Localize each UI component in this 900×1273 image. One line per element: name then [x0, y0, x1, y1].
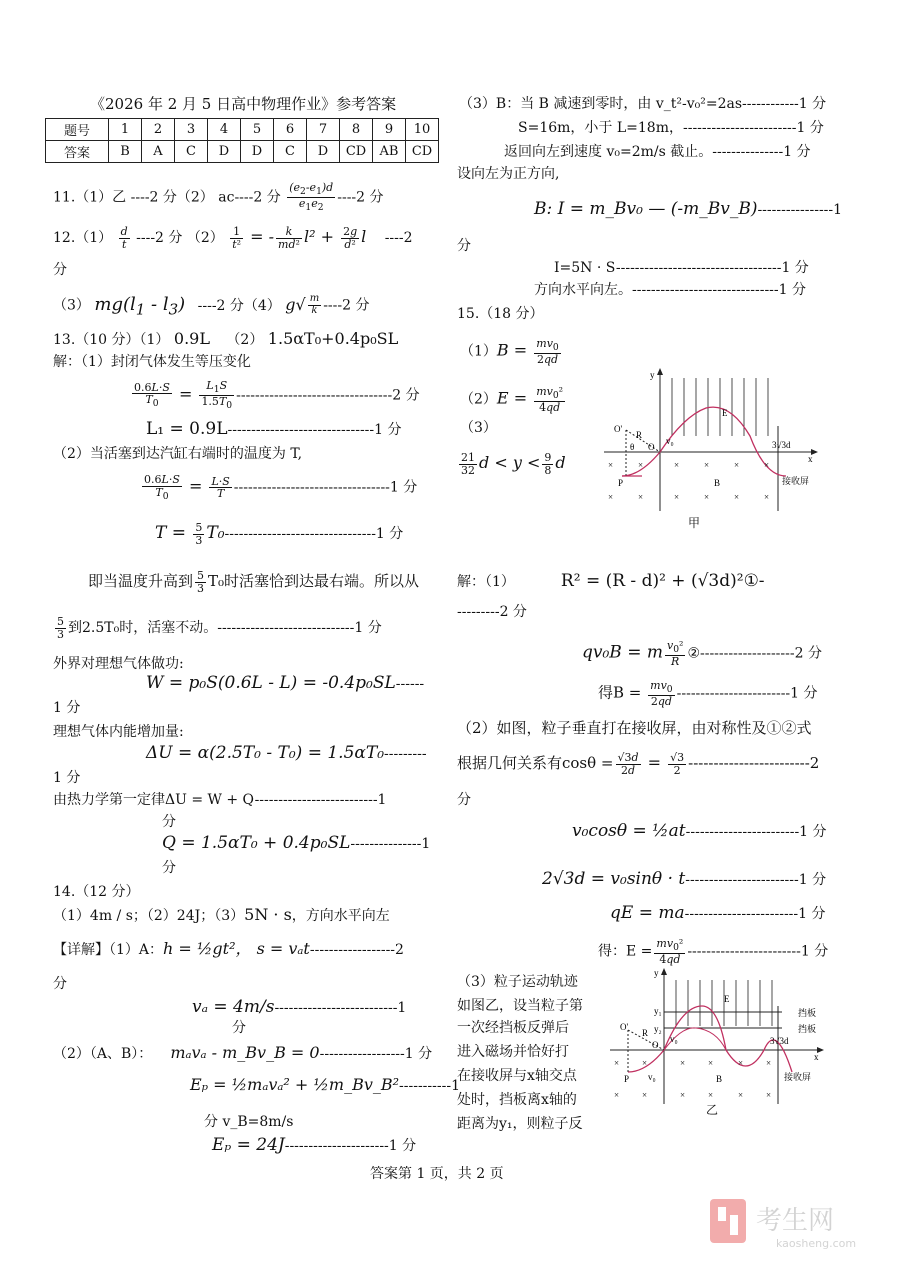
q15-a2: （2）E = $\frac{mv_0^2}{4qd}$	[460, 385, 564, 414]
q13-p4-a: 到2.5T₀时，活塞不动。-----------------------------1 分	[68, 620, 382, 637]
q15-a2-label: （2）	[460, 391, 497, 408]
svg-text:挡板: 挡板	[798, 1024, 817, 1034]
q14-d1-score: ------------------2	[309, 942, 404, 958]
svg-text:×: ×	[704, 492, 710, 502]
svg-text:×: ×	[638, 492, 644, 502]
q11-line	[53, 182, 384, 213]
svg-text:×: ×	[638, 460, 644, 470]
svg-text:×: ×	[642, 1090, 648, 1100]
q13-eq6-unit: 1 分	[53, 770, 81, 786]
q13-eq7-formula: Q = 1.5αT₀ + 0.4p₀SL	[162, 833, 351, 853]
q13-eq4-lhs: T =	[155, 523, 192, 544]
table-cell: A	[142, 141, 175, 163]
q14-d3-label: （2）（A、B）：	[53, 1046, 153, 1062]
q15-s7	[542, 870, 826, 890]
q13-header	[53, 330, 398, 348]
q12-part2: ----2 分 （2）	[136, 230, 224, 247]
label-p: P	[618, 478, 624, 488]
label-o: O	[648, 442, 655, 452]
q15-a3-label: （3）	[460, 420, 497, 436]
label-o1: O'	[614, 424, 623, 434]
label-3r3d: 3√3d	[772, 440, 791, 450]
figure-yi	[606, 966, 830, 1108]
q12-part3: （3）	[53, 297, 90, 314]
svg-text:E: E	[724, 994, 730, 1004]
svg-text:×: ×	[674, 492, 680, 502]
q13-eq5-formula: W = p₀S(0.6L - L) = -0.4p₀SL	[146, 673, 396, 693]
q11-text: 11.（1）乙 ----2 分（2） ac----2 分	[53, 189, 281, 206]
table-cell: 3	[175, 119, 208, 141]
q13-p4: $\frac{5}{3}$ 到2.5T₀时，活塞不动。-----------------------------1 分	[57, 615, 382, 641]
q15-s5-text: 根据几何关系有cosθ =	[457, 754, 614, 773]
table-cell: C	[274, 141, 307, 163]
q14-d5-score: ----------------------1 分	[284, 1138, 417, 1154]
table-cell: 1	[109, 119, 142, 141]
q12-part4: ----2 分（4）	[197, 297, 281, 314]
q14-d1-formula: h = ½gt²， s = vₐt	[163, 939, 310, 958]
q14-d2-unit: 分	[232, 1020, 246, 1036]
q15-s4: （2）如图，粒子垂直打在接收屏，由对称性及①②式	[457, 719, 812, 737]
q13-eq5	[146, 674, 424, 694]
q13-eq4: T = $\frac{5}{3}$ T₀--------------------------------1 分	[155, 521, 404, 547]
q14-d3	[53, 1044, 432, 1062]
q12-fraction-2g: $\frac{2g}{\text{d²}}$	[343, 225, 358, 251]
svg-text:O: O	[652, 1040, 659, 1050]
q12-label: 12.（1）	[53, 230, 113, 247]
q12-line: 12.（1） $\frac{d}{t}$ ----2 分 （2） $\frac{1}{\text{t²}}$ = - $\frac{k}{\text{md²}}$ l² + $\frac{2g}{\text{d²}}$ l ----2	[53, 225, 413, 251]
q15-s3: 得B = $\frac{mv_0}{2qd}$ ------------------------1 分	[598, 679, 818, 708]
label-e: E	[722, 408, 728, 418]
q15-a3: $\frac{21}{32}$ d < y < $\frac{9}{8}$ d	[461, 451, 566, 477]
table-cell: C	[175, 141, 208, 163]
q14-d3-score: ------------------1 分	[319, 1046, 433, 1062]
svg-text:×: ×	[708, 1090, 714, 1100]
table-cell: D	[241, 141, 274, 163]
q11-fraction: $\frac{(e_2-e_1)d}{e_1e_2}$	[289, 181, 334, 213]
svg-text:×: ×	[608, 460, 614, 470]
q13-answer2: 1.5αT₀+0.4p₀SL	[267, 329, 399, 348]
answer-table	[45, 118, 439, 163]
page-footer: 答案第 1 页，共 2 页	[370, 1166, 504, 1182]
q14-d1-label: 【详解】（1）A：	[53, 942, 164, 958]
table-cell: 10	[406, 119, 439, 141]
q15-s9-score: ------------------------1 分	[687, 943, 829, 960]
svg-text:×: ×	[764, 460, 770, 470]
svg-text:×: ×	[734, 492, 740, 502]
table-cell: 5	[241, 119, 274, 141]
q15-s1-score: ---------2 分	[457, 604, 527, 620]
q15-s2-score: ②--------------------2 分	[687, 645, 822, 662]
table-cell: 2	[142, 119, 175, 141]
q13-eq3: $\frac{0.6L\cdot S}{T_0}$ = $\frac{L\cdot S}{T}$ ---------------------------------1 分	[144, 473, 418, 502]
q14-r1: （3）B：当 B 减速到零时，由 v_t²-v₀²=2as------------1 分	[459, 96, 827, 112]
svg-text:×: ×	[764, 492, 770, 502]
q15-s7-score: ------------------------1 分	[685, 872, 827, 888]
table-cell: CD	[340, 141, 373, 163]
table-cell: 7	[307, 119, 340, 141]
table-cell: D	[208, 141, 241, 163]
svg-text:×: ×	[614, 1058, 620, 1068]
svg-text:×: ×	[614, 1090, 620, 1100]
q14-r4: 设向左为正方向,	[457, 166, 560, 182]
q14-r5-formula: B: I = m_Bv₀ — (-m_Bv_B)	[534, 199, 758, 219]
q14-d2-score: --------------------------1	[274, 1000, 407, 1016]
svg-text:×: ×	[680, 1058, 686, 1068]
q15-s7-formula: 2√3d = v₀sinθ · t	[542, 869, 686, 889]
q13-eq6	[146, 744, 427, 764]
q15-s6	[572, 822, 827, 842]
svg-text:×: ×	[674, 460, 680, 470]
q13-eq6-score: ---------	[384, 746, 427, 762]
label-b: B	[714, 478, 721, 488]
svg-text:3√3d: 3√3d	[770, 1036, 789, 1046]
q13-eq5-score: ------	[395, 676, 425, 692]
q15-s1-label: 解：（1）	[457, 574, 515, 590]
label-x: x	[808, 454, 813, 464]
svg-text:y: y	[654, 968, 659, 978]
q15-a1-formula: B =	[496, 340, 533, 360]
q15-s1	[457, 572, 765, 592]
q14-answers	[53, 906, 390, 924]
q15-s5-unit: 分	[457, 792, 471, 808]
watermark-logo	[708, 1193, 878, 1253]
q14-d4	[190, 1076, 460, 1094]
svg-text:B: B	[716, 1074, 723, 1084]
watermark-en: kaosheng.com	[776, 1237, 857, 1250]
q15-t1: （3）粒子运动轨迹	[457, 974, 578, 990]
svg-text:×: ×	[766, 1058, 772, 1068]
svg-text:×: ×	[766, 1090, 772, 1100]
q12-score-unit: 分	[53, 262, 67, 278]
q13-p3-b: T₀时活塞恰到达最右端。所以从	[208, 572, 420, 591]
svg-text:×: ×	[738, 1058, 744, 1068]
svg-text:v₀: v₀	[670, 1034, 678, 1044]
q12-score: ----2	[384, 230, 413, 247]
q13-p7	[53, 792, 386, 808]
q15-s1-formula: R² = (R - d)² + (√3d)²①-	[560, 571, 765, 591]
magnetic-field-crosses	[608, 460, 769, 502]
q15-t4: 进入磁场并恰好打	[457, 1044, 569, 1060]
q13-eq3-score: ---------------------------------1 分	[233, 479, 418, 496]
table-cell: 9	[373, 119, 406, 141]
q14-d3-formula: mₐvₐ - m_Bv_B = 0	[170, 1043, 320, 1062]
q15-t5: 在接收屏与x轴交点	[457, 1068, 577, 1084]
q12-fraction-d-t: $\frac{d}{t}$	[120, 225, 128, 251]
svg-text:O': O'	[620, 1022, 629, 1032]
q13-p3: 即当温度升高到 $\frac{5}{3}$ T₀时活塞恰到达最右端。所以从	[88, 569, 420, 595]
q15-s8-score: ------------------------1 分	[684, 906, 826, 922]
q15-s3-formula: 得B =	[598, 683, 647, 702]
svg-text:接收屏: 接收屏	[784, 1072, 812, 1082]
q14-d4-formula: Eₚ = ½mₐvₐ² + ½m_Bv_B²	[190, 1075, 400, 1094]
q14-header: 14.（12 分）	[53, 884, 140, 900]
q14-d2-formula: vₐ = 4m/s	[192, 997, 275, 1017]
q13-solution-intro: 解：（1）封闭气体发生等压变化	[53, 354, 251, 370]
q14-d4-unit: 分 v_B=8m/s	[204, 1114, 294, 1130]
q14-answers-a: （1）4m / s；（2）24J；（3）	[53, 908, 245, 924]
svg-text:×: ×	[680, 1090, 686, 1100]
label-theta: θ	[630, 442, 635, 452]
q12-fraction-1-t2: $\frac{1}{\text{t²}}$	[232, 225, 242, 251]
svg-text:y₁: y₁	[654, 1006, 662, 1016]
label-y: y	[650, 370, 655, 380]
page-title: 《2026 年 2 月 5 日高中物理作业》参考答案	[90, 95, 397, 113]
q13-eq6-formula: ΔU = α(2.5T₀ - T₀) = 1.5αT₀	[146, 743, 385, 763]
figure-jia	[600, 366, 822, 526]
q15-t2: 如图乙，设当粒子第	[457, 998, 583, 1014]
q15-s2: qv₀B = m $\frac{v_0^2}{R}$ ②--------------------2 分	[582, 639, 822, 668]
table-cell: D	[307, 141, 340, 163]
svg-text:×: ×	[704, 460, 710, 470]
q15-t3: 一次经挡板反弹后	[457, 1020, 569, 1036]
svg-text:×: ×	[642, 1058, 648, 1068]
q13-p7-text: 由热力学第一定律ΔU = W + Q	[53, 792, 255, 808]
svg-text:P: P	[624, 1074, 630, 1084]
q15-s9-label: 得：E =	[598, 943, 653, 960]
q14-r7: 方向水平向左。-------------------------------1 分	[534, 282, 807, 298]
q14-r2: S=16m，小于 L=18m，------------------------1 分	[518, 120, 824, 136]
label-v0: v₀	[666, 436, 674, 446]
q13-work-label: 外界对理想气体做功:	[53, 656, 184, 672]
figure-yi-caption: 乙	[706, 1103, 719, 1117]
q15-s3-score: ------------------------1 分	[676, 685, 818, 702]
svg-text:y₂: y₂	[654, 1024, 662, 1034]
q15-header: 15.（18 分）	[457, 306, 544, 322]
table-header-answer: 答案	[46, 141, 109, 163]
q13-eq1-score: ---------------------------------2 分	[236, 387, 420, 404]
q13-eq7-score: ---------------1	[350, 836, 431, 852]
q13-answer1: 0.9L	[173, 329, 210, 348]
q13-eq2	[146, 420, 402, 440]
q13-p7-score: --------------------------1	[254, 792, 387, 808]
svg-text:×: ×	[608, 492, 614, 502]
q14-d4-score: -----------1	[399, 1078, 460, 1094]
q15-a1: （1）B = $\frac{mv_0}{2qd}$	[460, 337, 559, 366]
q15-s8	[610, 904, 826, 924]
figure-jia-caption: 甲	[688, 516, 701, 530]
label-screen: 接收屏	[782, 476, 810, 486]
q14-r5-score: ----------------1	[757, 202, 843, 218]
q14-d2	[192, 998, 406, 1018]
q13-eq2-score: -------------------------------1 分	[227, 422, 402, 438]
q15-s5-score: ------------------------2	[688, 754, 820, 773]
q14-d5-formula: Eₚ = 24J	[212, 1135, 285, 1155]
q11-score: ----2 分	[337, 189, 384, 206]
svg-text:×: ×	[734, 460, 740, 470]
q15-t6: 处时，挡板离x轴的	[457, 1092, 577, 1108]
svg-text:挡板: 挡板	[798, 1008, 817, 1018]
table-cell: 6	[274, 119, 307, 141]
q13-eq5-unit: 1 分	[53, 700, 81, 716]
q14-d1	[53, 940, 404, 958]
q13-eq2-formula: L₁ = 0.9L	[146, 419, 228, 439]
q15-a1-label: （1）	[460, 343, 497, 360]
table-row	[46, 141, 439, 163]
q15-s8-formula: qE = ma	[610, 903, 685, 923]
svg-text:R: R	[642, 1028, 649, 1038]
table-cell: AB	[373, 141, 406, 163]
table-row	[46, 119, 439, 141]
q13-p7-unit: 分	[162, 814, 176, 830]
q15-a3-d: d	[555, 453, 566, 473]
q15-s6-formula: v₀cosθ = ½at	[572, 821, 686, 841]
q14-d5	[212, 1136, 416, 1156]
q13-part2-label: （2）	[226, 332, 264, 348]
q13-label: 13.（10 分）（1）	[53, 332, 170, 348]
q13-eq4-score: --------------------------------1 分	[224, 526, 404, 543]
q15-s9: 得：E = $\frac{mv_0^2}{4qd}$ ------------------------1 分	[598, 937, 829, 966]
q15-s6-score: ------------------------1 分	[685, 824, 827, 840]
table-header-number: 题号	[46, 119, 109, 141]
q13-p3-a: 即当温度升高到	[88, 572, 194, 591]
q12-score2: ----2 分	[323, 297, 370, 314]
q15-t7: 距离为y₁，则粒子反	[457, 1116, 583, 1132]
q13-energy-label: 理想气体内能增加量:	[53, 724, 184, 740]
q13-eq7	[162, 834, 430, 854]
q15-a2-formula: E =	[496, 388, 533, 408]
q12-line2: （3） $mg(l_1 - l_3)$ ----2 分（4） g√ $\frac{m}{k}$ ----2 分	[53, 293, 370, 319]
svg-text:x: x	[814, 1052, 819, 1062]
q13-eq4-rhs: T₀	[206, 523, 225, 544]
q12-fraction-k: $\frac{k}{\text{md²}}$	[278, 225, 300, 251]
q14-r3: 返回向左到速度 v₀=2m/s 截止。---------------1 分	[504, 144, 811, 160]
table-cell: 8	[340, 119, 373, 141]
table-cell: 4	[208, 119, 241, 141]
q13-part2-text: （2）当活塞到达汽缸右端时的温度为 T,	[53, 446, 303, 462]
q14-r5	[534, 200, 842, 220]
q14-d1-unit: 分	[53, 976, 67, 992]
svg-text:×: ×	[738, 1090, 744, 1100]
q14-r5-unit: 分	[457, 238, 471, 254]
label-r: R	[636, 430, 643, 440]
q13-eq1: $\frac{0.6L\cdot S}{T_0}$ = $\frac{L_1S}{1.5T_0}$ ---------------------------------2 分	[134, 379, 420, 411]
q14-answers-b: 5N · s	[244, 905, 292, 924]
table-cell: B	[109, 141, 142, 163]
q15-s5: 根据几何关系有cosθ = $\frac{√3d}{2d}$ = $\frac{√3}{2}$ ------------------------2	[457, 751, 820, 777]
q15-s2-formula: qv₀B = m	[582, 642, 663, 663]
watermark-cn: 考生网	[756, 1206, 835, 1236]
svg-text:×: ×	[708, 1058, 714, 1068]
q14-answers-c: ，方向水平向左	[291, 908, 390, 924]
q13-eq7-unit: 分	[162, 860, 176, 876]
table-cell: CD	[406, 141, 439, 163]
q15-a3-formula: d < y <	[479, 453, 541, 473]
svg-text:v₀: v₀	[648, 1072, 656, 1082]
q14-r6: I=5N · S-----------------------------------1 分	[554, 260, 809, 276]
